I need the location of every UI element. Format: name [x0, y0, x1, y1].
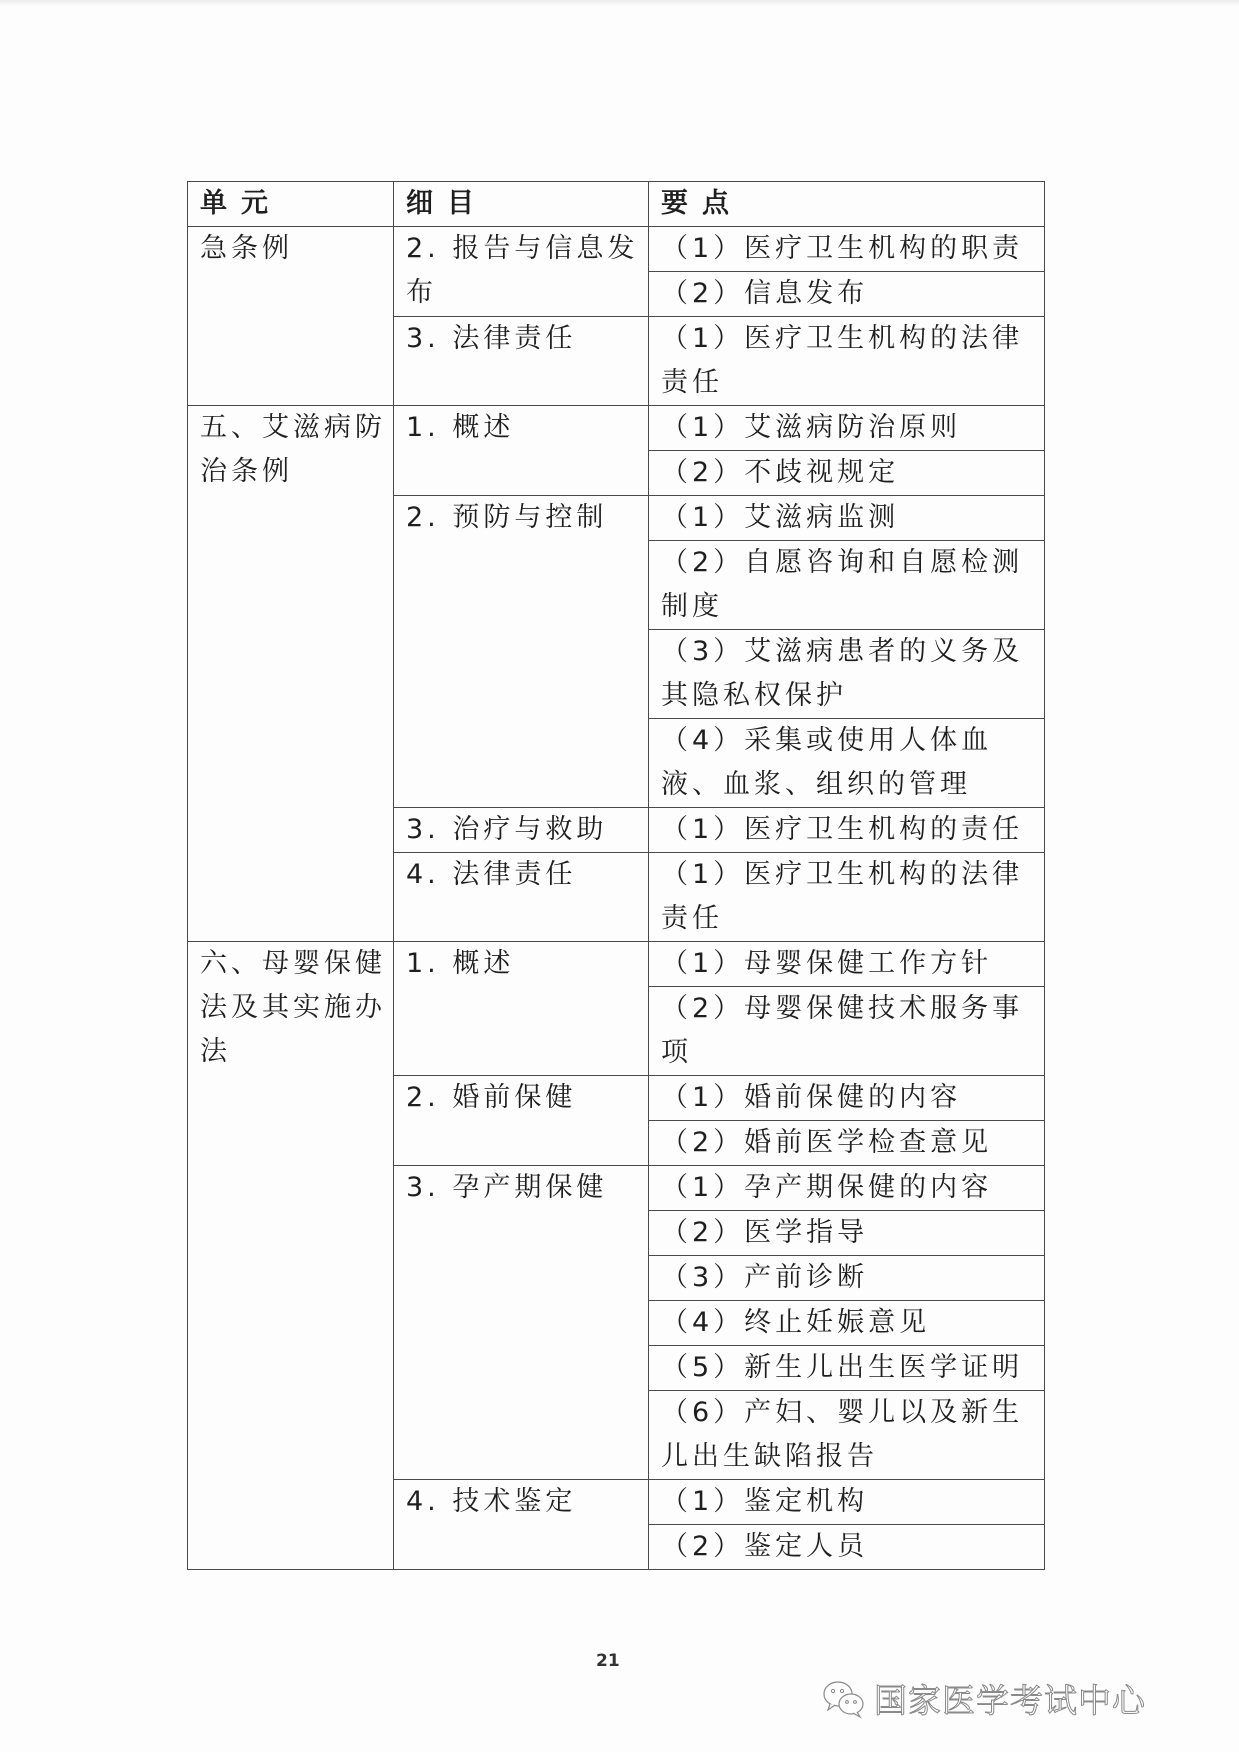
point-cell: （2）鉴定人员 [649, 1525, 1045, 1570]
point-cell: （2）母婴保健技术服务事项 [649, 987, 1045, 1076]
point-cell: （2）婚前医学检查意见 [649, 1121, 1045, 1166]
item-cell: 2. 报告与信息发布 [394, 227, 649, 317]
point-cell: （1）婚前保健的内容 [649, 1076, 1045, 1121]
point-cell: （3）艾滋病患者的义务及其隐私权保护 [649, 630, 1045, 719]
point-cell: （4）终止妊娠意见 [649, 1301, 1045, 1346]
point-cell: （6）产妇、婴儿以及新生儿出生缺陷报告 [649, 1391, 1045, 1480]
item-cell: 4. 技术鉴定 [394, 1480, 649, 1570]
header-point: 要点 [649, 182, 1045, 227]
point-cell: （3）产前诊断 [649, 1256, 1045, 1301]
unit-cell: 五、艾滋病防治条例 [188, 406, 394, 942]
point-cell: （1）艾滋病监测 [649, 496, 1045, 541]
unit-cell: 六、母婴保健法及其实施办法 [188, 942, 394, 1570]
point-cell: （2）医学指导 [649, 1211, 1045, 1256]
point-cell: （2）信息发布 [649, 272, 1045, 317]
point-cell: （1）艾滋病防治原则 [649, 406, 1045, 451]
item-cell: 3. 治疗与救助 [394, 808, 649, 853]
watermark [822, 1675, 1146, 1722]
exam-outline-table [187, 181, 1045, 1570]
item-cell: 1. 概述 [394, 942, 649, 1076]
item-cell: 4. 法律责任 [394, 853, 649, 942]
table-header-row [188, 182, 1045, 227]
table-row [188, 406, 1045, 451]
scan-edge [0, 0, 1239, 6]
page-number: 21 [596, 1651, 620, 1671]
point-cell: （1）医疗卫生机构的职责 [649, 227, 1045, 272]
point-cell: （5）新生儿出生医学证明 [649, 1346, 1045, 1391]
point-cell: （2）不歧视规定 [649, 451, 1045, 496]
point-cell: （1）医疗卫生机构的法律责任 [649, 853, 1045, 942]
point-cell: （1）医疗卫生机构的责任 [649, 808, 1045, 853]
point-cell: （1）母婴保健工作方针 [649, 942, 1045, 987]
header-item: 细目 [394, 182, 649, 227]
point-cell: （2）自愿咨询和自愿检测制度 [649, 541, 1045, 630]
item-cell: 3. 孕产期保健 [394, 1166, 649, 1480]
point-cell: （1）鉴定机构 [649, 1480, 1045, 1525]
item-cell: 2. 预防与控制 [394, 496, 649, 808]
point-cell: （1）孕产期保健的内容 [649, 1166, 1045, 1211]
unit-cell: 急条例 [188, 227, 394, 406]
header-unit: 单元 [188, 182, 394, 227]
item-cell: 2. 婚前保健 [394, 1076, 649, 1166]
item-cell: 3. 法律责任 [394, 317, 649, 406]
point-cell: （4）采集或使用人体血液、血浆、组织的管理 [649, 719, 1045, 808]
point-cell: （1）医疗卫生机构的法律责任 [649, 317, 1045, 406]
wechat-icon [822, 1679, 866, 1719]
table-row [188, 942, 1045, 987]
watermark-text: 国家医学考试中心 [874, 1681, 1146, 1720]
table-row [188, 227, 1045, 272]
item-cell: 1. 概述 [394, 406, 649, 496]
